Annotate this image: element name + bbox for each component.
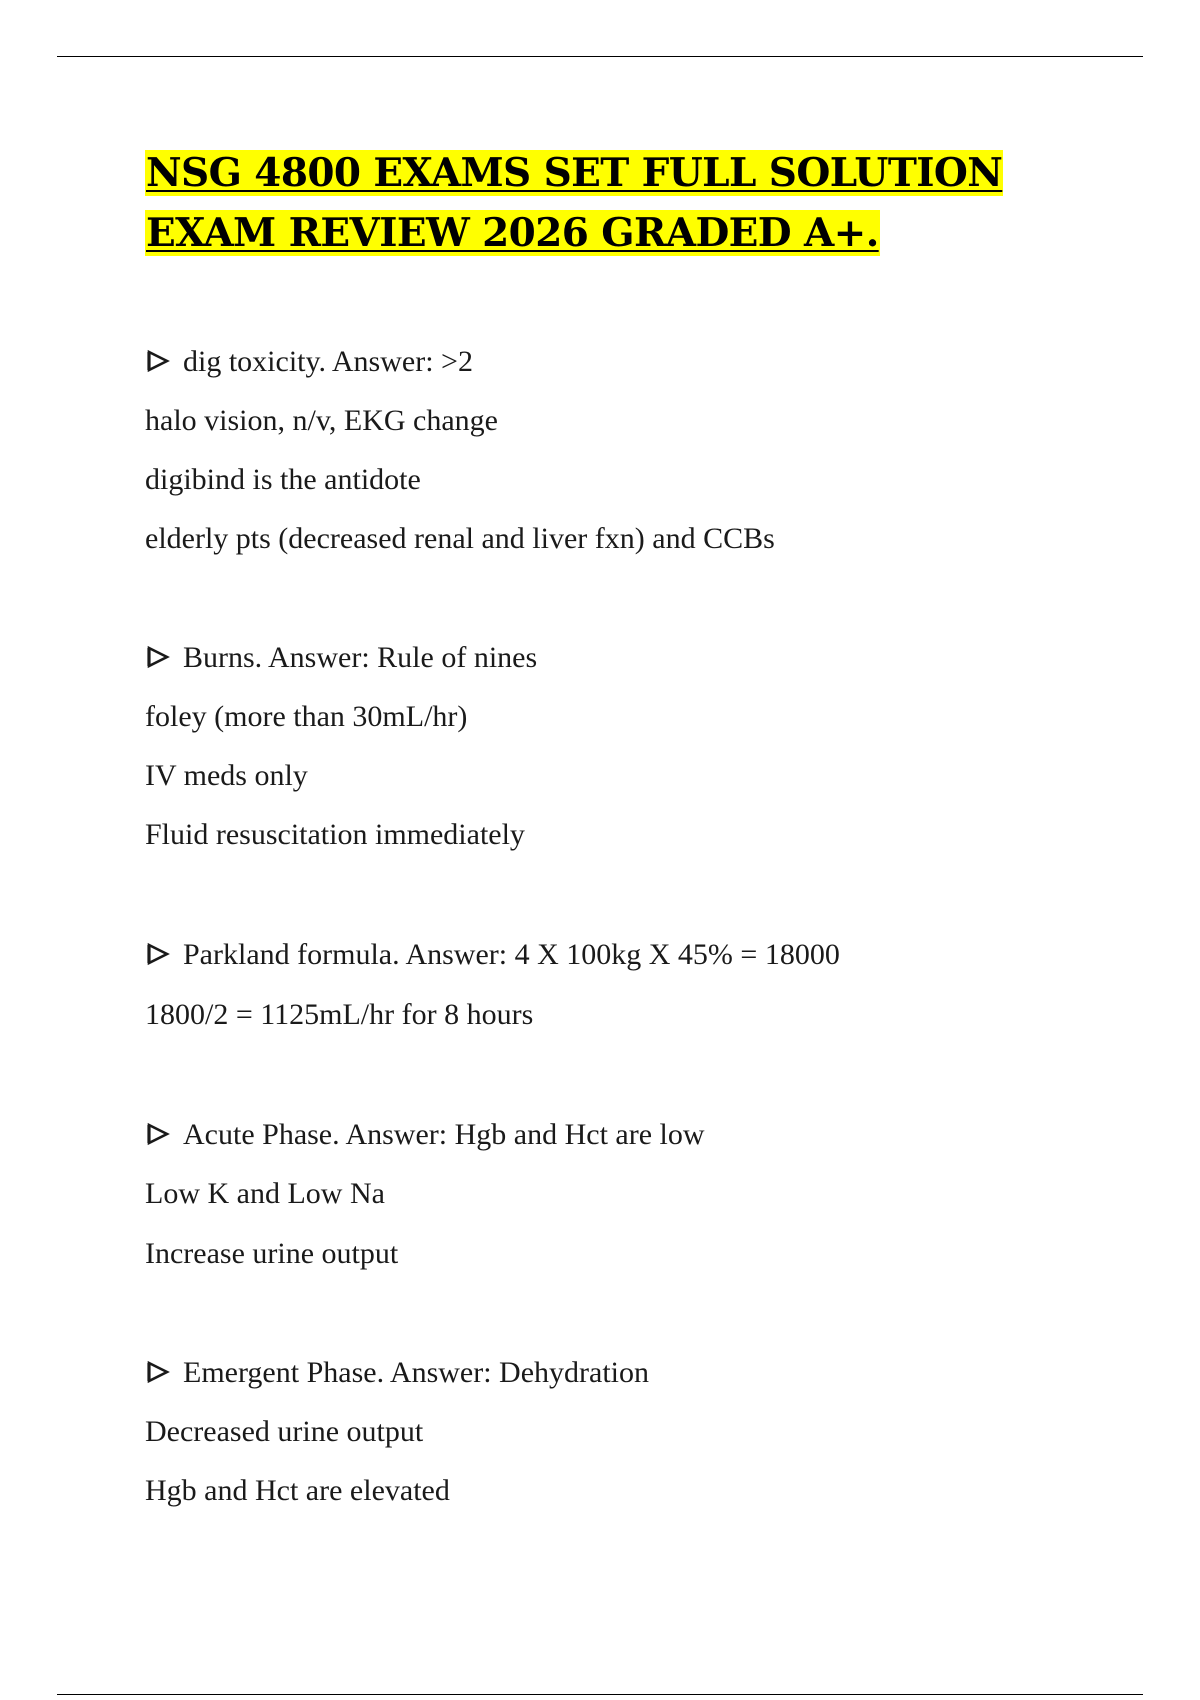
question-text: Burns. Answer: Rule of nines — [183, 641, 538, 674]
arrow-bullet-icon — [145, 645, 171, 669]
arrow-bullet-icon — [145, 942, 171, 966]
answer-line: digibind is the antidote — [145, 463, 421, 496]
answer-line: foley (more than 30mL/hr) — [145, 700, 468, 733]
question-text: Emergent Phase. Answer: Dehydration — [183, 1356, 650, 1389]
question-item — [145, 1355, 649, 1391]
answer-line: 1800/2 = 1125mL/hr for 8 hours — [145, 998, 534, 1031]
answer-line: Fluid resuscitation immediately — [145, 818, 525, 851]
answer-line: halo vision, n/v, EKG change — [145, 404, 498, 437]
arrow-bullet-icon — [145, 349, 171, 373]
question-text: Parkland formula. Answer: 4 X 100kg X 45% = 18000 — [183, 938, 840, 971]
question-item — [145, 1117, 705, 1153]
answer-line: IV meds only — [145, 759, 308, 792]
question-text: dig toxicity. Answer: >2 — [183, 345, 473, 378]
question-item — [145, 640, 537, 676]
arrow-bullet-icon — [145, 1122, 171, 1146]
title-highlight: NSG 4800 EXAMS SET FULL SOLUTION EXAM REVIEW 2026 GRADED A+. — [146, 150, 1003, 256]
question-item — [145, 344, 473, 380]
answer-line: Hgb and Hct are elevated — [145, 1474, 450, 1507]
answer-line: Low K and Low Na — [145, 1177, 385, 1210]
answer-line: Increase urine output — [145, 1237, 399, 1270]
arrow-bullet-icon — [145, 1360, 171, 1384]
answer-line: elderly pts (decreased renal and liver fxn) and CCBs — [145, 522, 775, 555]
question-text: Acute Phase. Answer: Hgb and Hct are low — [183, 1118, 705, 1151]
bottom-divider — [57, 1694, 1143, 1695]
answer-line: Decreased urine output — [145, 1415, 424, 1448]
top-divider — [57, 56, 1143, 57]
document-title — [145, 143, 1065, 263]
question-item — [145, 937, 840, 973]
